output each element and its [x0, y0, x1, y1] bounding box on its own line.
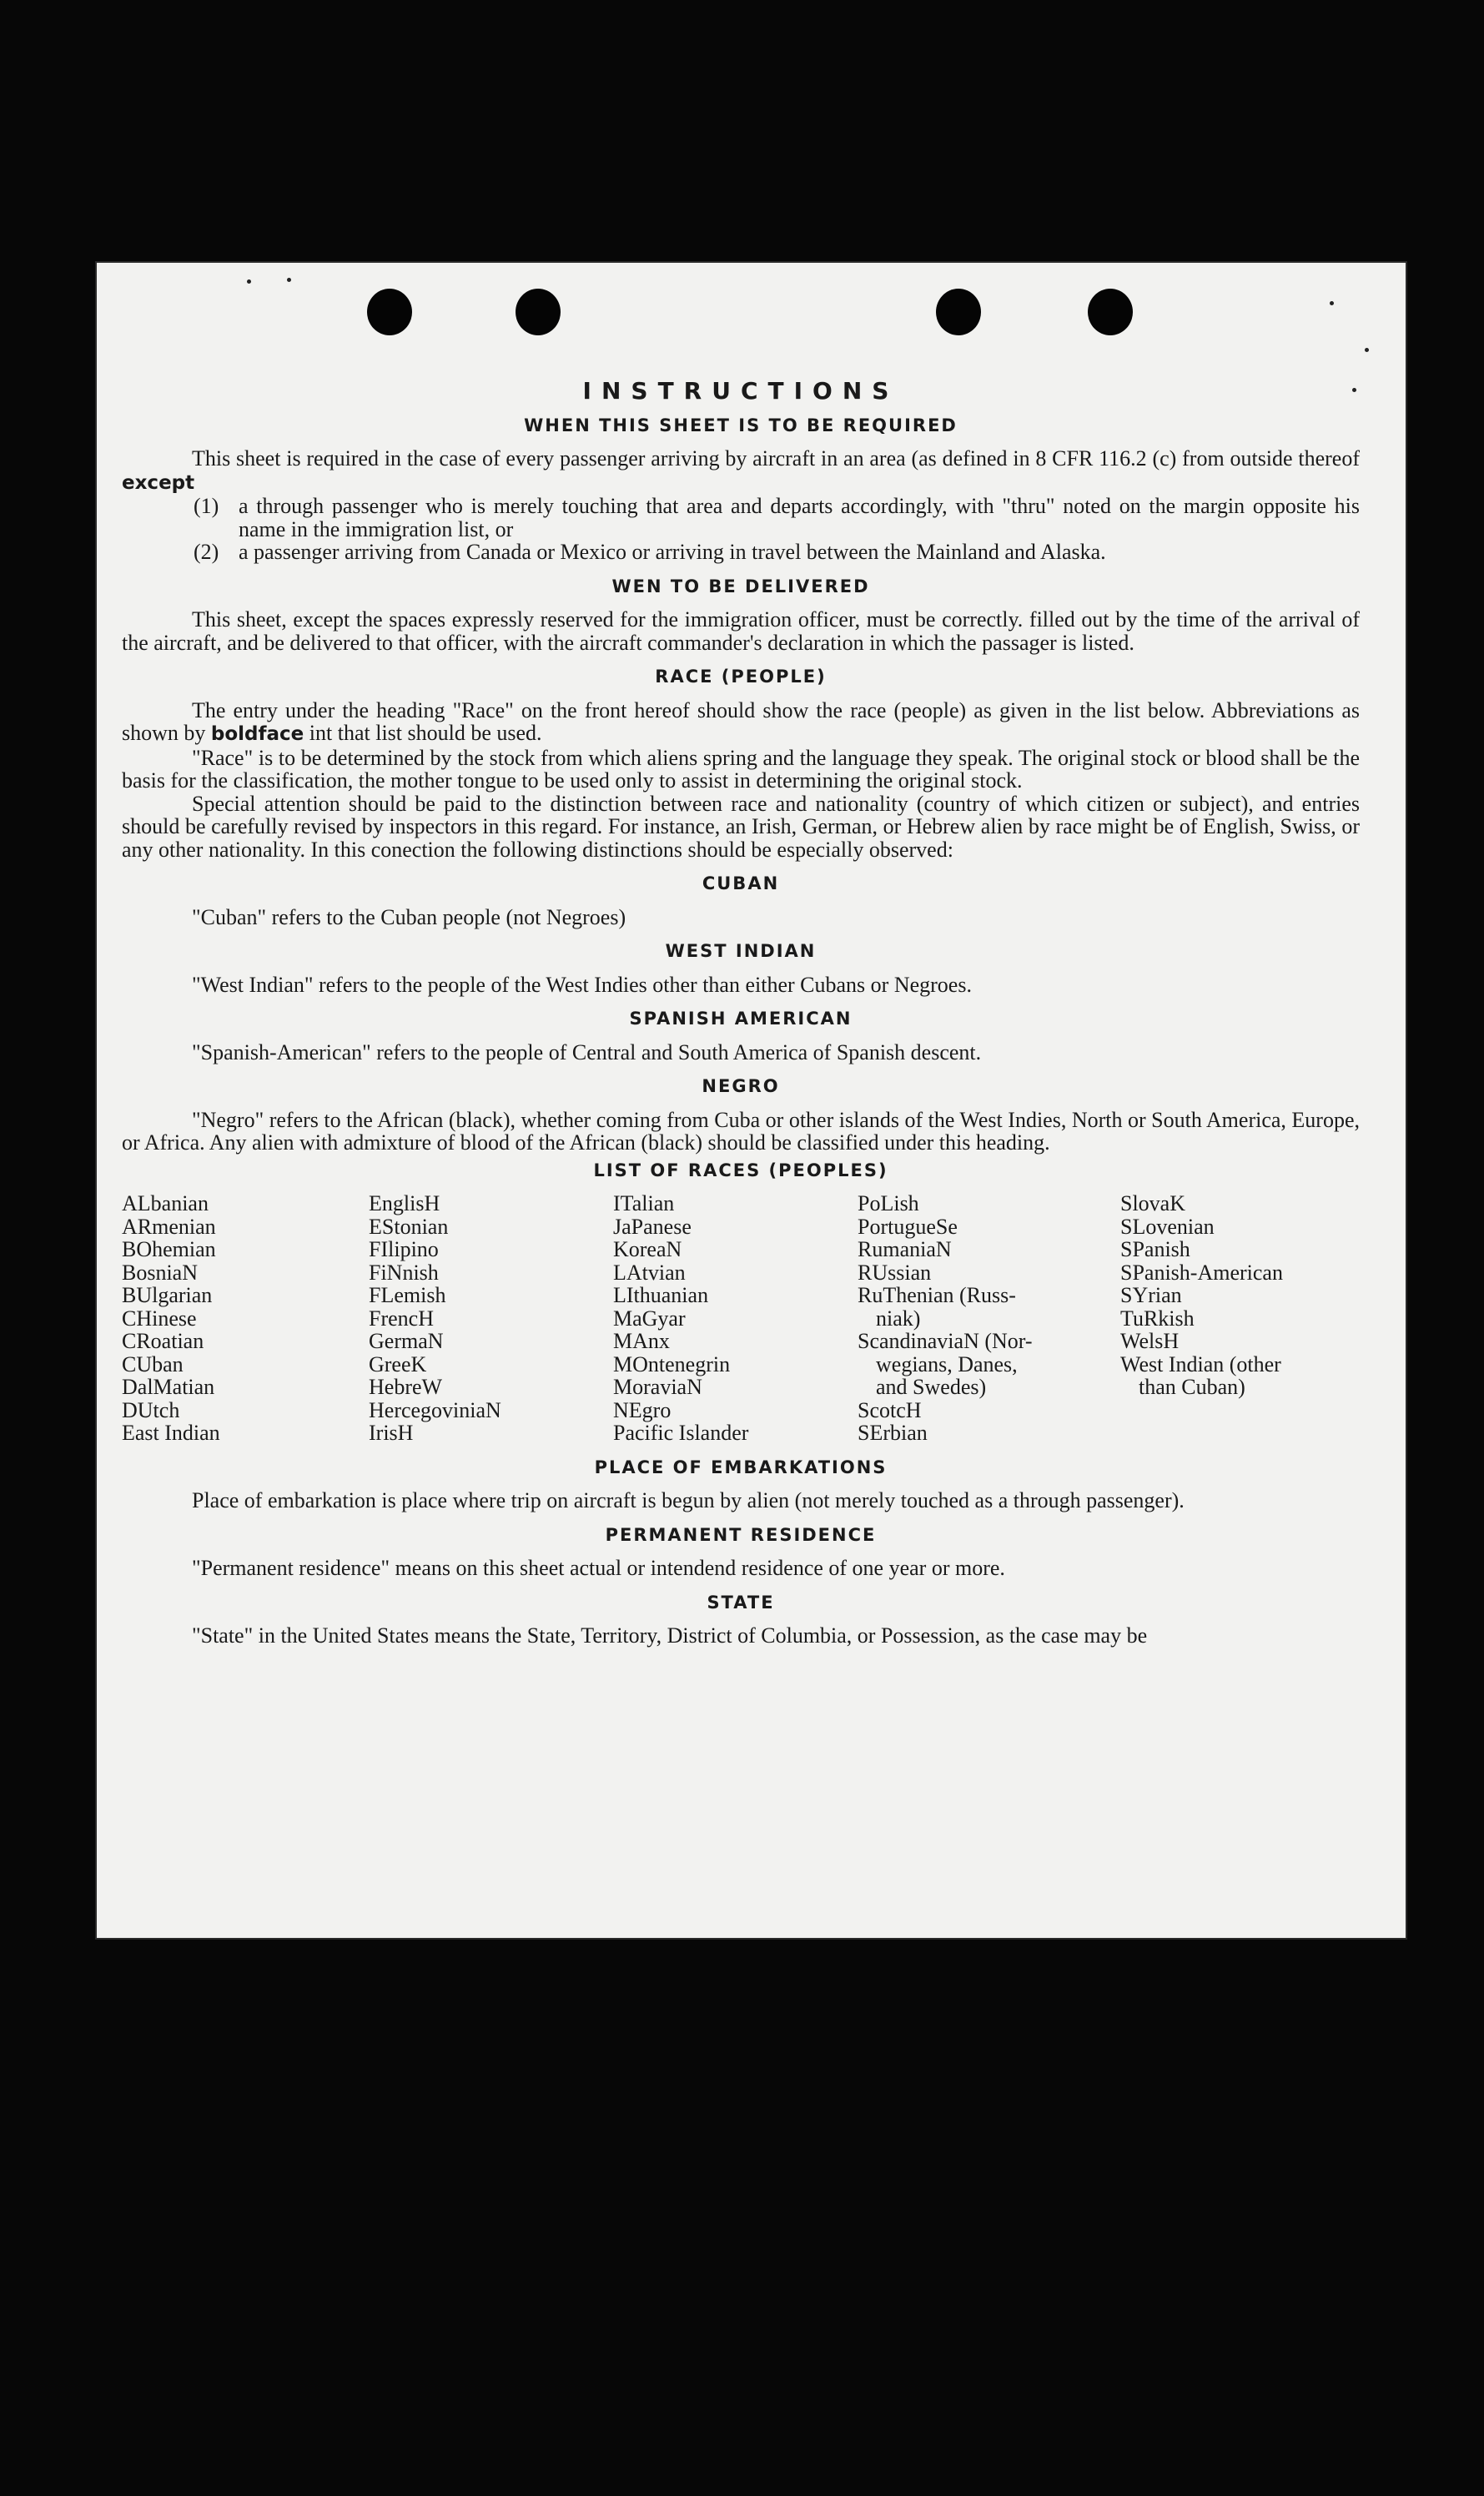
race-item: GreeK — [369, 1351, 427, 1376]
race-item: JaPanese — [613, 1214, 692, 1239]
race-item: NEgro — [613, 1397, 672, 1422]
west-indian-text: "West Indian" refers to the people of the West Indies other than either Cubans or Negroes. — [192, 972, 972, 997]
heading-cuban: CUBAN — [702, 873, 780, 893]
race-item: than Cuban) — [1139, 1375, 1245, 1399]
race-item: SYrian — [1120, 1283, 1182, 1307]
race-item: wegians, Danes, — [876, 1351, 1018, 1376]
state-text: "State" in the United States means the State, Territory, District of Columbia, or Possession, as the case may be — [192, 1623, 1148, 1648]
race-item: SlovaK — [1120, 1191, 1185, 1215]
race-item: ScotcH — [858, 1397, 922, 1422]
race-item: FiNnish — [369, 1260, 439, 1285]
race-item: RuThenian (Russ- — [858, 1283, 1016, 1307]
race-item: DUtch — [122, 1397, 180, 1422]
race-item: ITalian — [613, 1191, 675, 1215]
heading-list-of-races: LIST OF RACES (PEOPLES) — [593, 1160, 888, 1180]
race-item: ScandinaviaN (Nor- — [858, 1329, 1033, 1353]
race-item: MaGyar — [613, 1306, 686, 1331]
required-intro: This sheet is required in the case of every passenger arriving by aircraft in an area (as defined in 8 CFR 116.2 (c) from outside thereof except — [122, 446, 1360, 494]
races-list — [122, 1192, 1360, 1445]
race-item: EStonian — [369, 1214, 449, 1239]
embarkation-text: Place of embarkation is place where trip on aircraft is begun by alien (not merely touched as a through passenger). — [192, 1488, 1185, 1512]
race-item: CHinese — [122, 1306, 197, 1331]
race-item: HercegoviniaN — [369, 1397, 501, 1422]
race-item: GermaN — [369, 1329, 444, 1353]
dust-speck — [287, 278, 291, 282]
race-item: FLemish — [369, 1283, 446, 1307]
races-column-1 — [122, 1192, 369, 1445]
residence-text: "Permanent residence" means on this sheet actual or intendend residence of one year or more. — [192, 1556, 1005, 1580]
race-item: ARmenian — [122, 1214, 216, 1239]
race-item: ALbanian — [122, 1191, 209, 1215]
binder-hole — [367, 289, 412, 335]
heading-place-of-embarkation: PLACE OF EMBARKATIONS — [594, 1457, 888, 1477]
race-item: EnglisH — [369, 1191, 440, 1215]
race-item: East Indian — [122, 1421, 220, 1445]
required-item-2: (2) a passenger arriving from Canada or Mexico or arriving in travel between the Mainland and Alaska. — [194, 540, 1106, 564]
spanish-american-text: "Spanish-American" refers to the people of Central and South America of Spanish descent. — [192, 1039, 982, 1064]
race-item: CUban — [122, 1351, 184, 1376]
races-column-4 — [858, 1192, 1120, 1445]
negro-text: "Negro" refers to the African (black), whether coming from Cuba or other islands of the West Indies, North or South America, Europe, or Africa. Any alien with admixture of blood of the African (black) should be classified under this heading. — [122, 1107, 1360, 1155]
dust-speck — [1365, 348, 1369, 352]
race-item: MAnx — [613, 1329, 670, 1353]
race-item: MoraviaN — [613, 1375, 702, 1399]
race-item: KoreaN — [613, 1237, 682, 1261]
race-item: HebreW — [369, 1375, 443, 1399]
race-item: PoLish — [858, 1191, 919, 1215]
race-item: BosniaN — [122, 1260, 198, 1285]
race-item: RumaniaN — [858, 1237, 952, 1261]
heading-when-delivered: WEN TO BE DELIVERED — [611, 576, 870, 596]
heading-race: RACE (PEOPLE) — [655, 667, 827, 687]
document-body — [122, 377, 1360, 1648]
race-item: SErbian — [858, 1421, 928, 1445]
race-item: SPanish-American — [1120, 1260, 1283, 1285]
race-item: RUssian — [858, 1260, 932, 1285]
dust-speck — [1330, 301, 1334, 305]
race-item: and Swedes) — [876, 1375, 987, 1399]
heading-permanent-residence: PERMANENT RESIDENCE — [605, 1524, 877, 1545]
cuban-text: "Cuban" refers to the Cuban people (not Negroes) — [192, 904, 626, 929]
races-column-5 — [1120, 1192, 1360, 1445]
race-item: FIlipino — [369, 1237, 439, 1261]
race-paragraph-3: Special attention should be paid to the distinction between race and nationality (country of which citizen or subject), and entries should be carefully revised by inspectors in this regard. For instance, an Irish, German, or Hebrew alien by race might be of English, Swiss, or any other nationality. In this conection the following distinctions should be especially observed: — [122, 791, 1360, 862]
heading-state: STATE — [707, 1592, 775, 1613]
race-item: Pacific Islander — [613, 1421, 749, 1445]
heading-spanish-american: SPANISH AMERICAN — [629, 1009, 853, 1029]
page-title: INSTRUCTIONS — [582, 377, 899, 405]
race-item: West Indian (other — [1120, 1351, 1281, 1376]
race-item: PortugueSe — [858, 1214, 958, 1239]
race-item: SPanish — [1120, 1237, 1190, 1261]
race-item: DalMatian — [122, 1375, 215, 1399]
race-paragraph-1: The entry under the heading "Race" on the front hereof should show the race (people) as given in the list below. Abbreviations as shown by boldface int that list should be used. — [122, 697, 1360, 745]
race-item: BUlgarian — [122, 1283, 213, 1307]
race-item: niak) — [876, 1306, 921, 1331]
dust-speck — [247, 279, 251, 284]
required-item-1: (1) a through passenger who is merely touching that area and departs accordingly, with "thru" noted on the margin opposite his name in the immigration list, or — [194, 494, 1360, 541]
binder-hole — [516, 289, 561, 335]
race-item: SLovenian — [1120, 1214, 1215, 1239]
race-item: LAtvian — [613, 1260, 686, 1285]
delivered-text: This sheet, except the spaces expressly reserved for the immigration officer, must be correctly. filled out by the time of the arrival of the aircraft, and be delivered to that officer, with the aircraft commander's declaration in which the passager is listed. — [122, 607, 1360, 655]
race-item: CRoatian — [122, 1329, 204, 1353]
heading-when-required: WHEN THIS SHEET IS TO BE REQUIRED — [524, 415, 958, 435]
document-sheet — [97, 263, 1406, 1938]
race-item: MOntenegrin — [613, 1351, 731, 1376]
race-item: IrisH — [369, 1421, 414, 1445]
races-column-2 — [369, 1192, 613, 1445]
race-item: TuRkish — [1120, 1306, 1195, 1331]
binder-hole — [1088, 289, 1133, 335]
binder-hole — [936, 289, 981, 335]
race-paragraph-2: "Race" is to be determined by the stock from which aliens spring and the language they speak. The original stock or blood shall be the basis for the classification, the mother tongue to be used only to assist in determining the original stock. — [122, 745, 1360, 793]
race-item: LIthuanian — [613, 1283, 709, 1307]
race-item: FrencH — [369, 1306, 434, 1331]
race-item: WelsH — [1120, 1329, 1180, 1353]
race-item: BOhemian — [122, 1237, 216, 1261]
races-column-3 — [613, 1192, 858, 1445]
heading-negro: NEGRO — [702, 1076, 780, 1096]
heading-west-indian: WEST INDIAN — [665, 941, 817, 961]
